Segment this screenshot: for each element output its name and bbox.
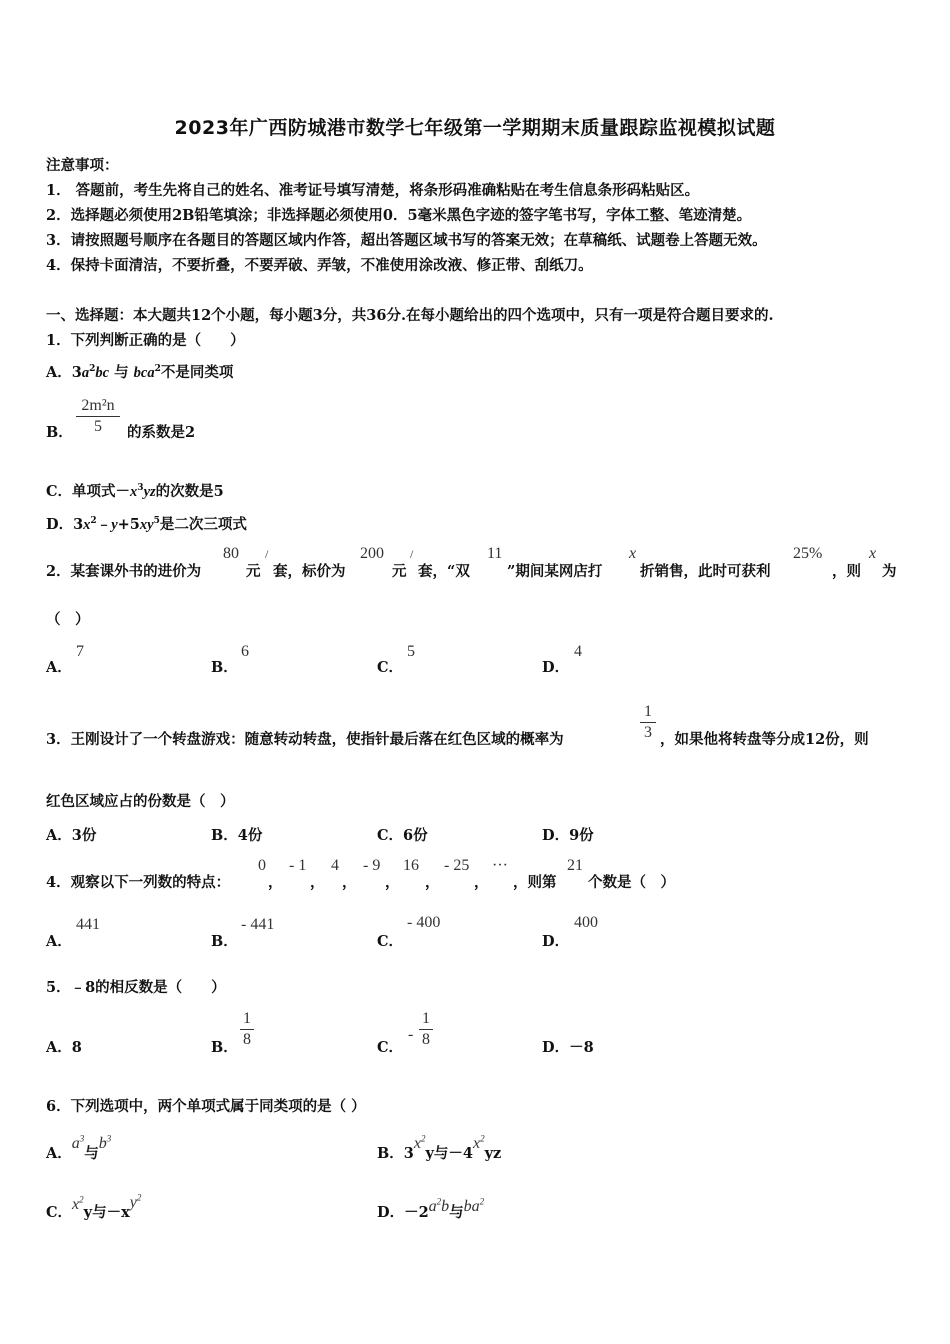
stem-text: 套，标价为 xyxy=(273,563,346,580)
question-5-stem: 5．﹣8的相反数是（ ） xyxy=(46,979,226,996)
option-label: A． xyxy=(46,933,72,950)
fraction-denominator: 5 xyxy=(94,418,102,435)
option-value: - 400 xyxy=(407,914,441,931)
sequence-term: - 1 xyxy=(289,857,307,874)
option-text: y与－4 xyxy=(425,1145,473,1162)
stem-text: ，则第 xyxy=(513,874,557,891)
option-value: 7 xyxy=(76,643,84,660)
stem-text: ”期间某网店打 xyxy=(507,563,603,580)
question-5-option-c[interactable]: C． xyxy=(377,1039,404,1056)
slash-symbol: / xyxy=(410,547,414,561)
price-value: 80 xyxy=(223,545,239,562)
sequence-term: - 25 xyxy=(444,857,470,874)
stem-text: 套，“双 xyxy=(418,563,470,580)
math-expression: $x^2$ xyxy=(72,1194,84,1213)
fraction-numerator: 1 xyxy=(422,1010,430,1027)
option-label: B． xyxy=(211,933,238,950)
sequence-term: - 9 xyxy=(363,857,381,874)
day-value: 11 xyxy=(487,545,503,562)
stem-text: 个数是（ ） xyxy=(588,874,675,891)
question-4-option-a[interactable] xyxy=(46,930,72,951)
question-3-stem-start: 3．王刚设计了一个转盘游戏：随意转动转盘，使指针最后落在红色区域的概率为 xyxy=(46,731,564,748)
fraction-numerator: 1 xyxy=(644,703,652,720)
math-expression: $b^3$ xyxy=(98,1133,112,1152)
option-label: A． xyxy=(46,659,72,676)
option-value: 5 xyxy=(407,643,415,660)
question-4-option-c[interactable] xyxy=(377,930,403,951)
fraction-bar xyxy=(76,416,120,417)
question-4-option-d[interactable] xyxy=(542,930,569,951)
math-expression: $ba^2$ xyxy=(463,1196,485,1215)
notice-heading: 注意事项： xyxy=(46,157,119,174)
option-text: y与－x xyxy=(83,1204,130,1221)
question-6-option-d[interactable] xyxy=(377,1196,485,1222)
question-3-option-b[interactable]: B．4份 xyxy=(211,827,263,844)
question-6-option-b[interactable] xyxy=(377,1133,502,1163)
stem-text: ，则 xyxy=(832,563,861,580)
option-label: A． xyxy=(46,364,72,381)
question-5-fraction-b xyxy=(240,1010,254,1049)
question-5-option-d[interactable]: D．－8 xyxy=(542,1039,594,1056)
option-value: 4 xyxy=(574,643,582,660)
sequence-term: 4 xyxy=(331,857,339,874)
comma: ， xyxy=(385,874,400,891)
option-value: 400 xyxy=(574,914,598,931)
fraction-denominator: 8 xyxy=(422,1031,430,1048)
sequence-term: 16 xyxy=(403,857,419,874)
question-5-fraction-c xyxy=(419,1010,433,1049)
question-4-option-b[interactable] xyxy=(211,930,238,951)
question-1-fraction xyxy=(76,397,120,436)
unit-text: 元 xyxy=(392,563,407,580)
option-text: 的次数是5 xyxy=(155,483,224,500)
comma: ， xyxy=(474,874,489,891)
variable-x: x xyxy=(869,545,877,562)
question-1-option-a[interactable] xyxy=(46,361,233,382)
comma: ， xyxy=(342,874,357,891)
math-expression: $x^2$ xyxy=(413,1133,426,1152)
math-expression: $3a^2bc$ 与 bca$^2$ xyxy=(71,364,161,381)
question-2-stem-start: 2．某套课外书的进价为 xyxy=(46,563,202,580)
question-5-option-a[interactable]: A．8 xyxy=(46,1039,82,1056)
option-value: 441 xyxy=(76,916,100,933)
notice-item: 3．请按照题号顺序在各题目的答题区域内作答，超出答题区域书写的答案无效；在草稿纸、试题卷上答题无效。 xyxy=(46,232,767,249)
question-2-option-b[interactable] xyxy=(211,656,238,677)
option-text: 不是同类项 xyxy=(160,364,234,381)
math-expression: $y^2$ xyxy=(129,1192,142,1211)
option-label: C．单项式－ xyxy=(46,483,131,500)
math-expression: $3x^2﹣y+5xy^5$ xyxy=(73,516,160,533)
option-text: 是二次三项式 xyxy=(159,516,247,533)
answer-paren: （ ） xyxy=(46,611,90,628)
question-1-option-d[interactable] xyxy=(46,513,247,534)
question-3-option-a[interactable]: A．3份 xyxy=(46,827,97,844)
fraction-numerator: 2m²n xyxy=(81,397,115,414)
question-6-option-c[interactable] xyxy=(46,1192,142,1222)
question-3-stem-end: ，如果他将转盘等分成12份，则 xyxy=(660,731,869,748)
math-expression: $a^2b$ xyxy=(428,1196,450,1215)
minus-sign: - xyxy=(408,1026,414,1043)
fraction-bar xyxy=(640,722,656,723)
question-6-stem: 6．下列选项中，两个单项式属于同类项的是（ ） xyxy=(46,1098,366,1115)
option-label: D．－2 xyxy=(377,1204,429,1221)
term-index: 21 xyxy=(567,857,583,874)
question-3-fraction xyxy=(640,703,656,742)
question-3-option-c[interactable]: C．6份 xyxy=(377,827,428,844)
question-4-stem-start: 4．观察以下一列数的特点： xyxy=(46,874,231,891)
option-text: 与 xyxy=(84,1145,99,1162)
variable-x: x xyxy=(629,545,637,562)
ellipsis: ··· xyxy=(492,857,508,874)
question-2-option-d[interactable] xyxy=(542,656,569,677)
math-expression: $x^3yz$ xyxy=(130,483,156,500)
fraction-bar xyxy=(240,1029,254,1030)
section-heading: 一、选择题：本大题共12个小题，每小题3分，共36分.在每小题给出的四个选项中，只有一项是符合题目要求的. xyxy=(46,307,774,324)
option-value: - 441 xyxy=(241,916,275,933)
price-value: 200 xyxy=(360,545,384,562)
question-1-option-c[interactable] xyxy=(46,480,224,501)
option-label: C． xyxy=(377,933,404,950)
question-3-stem-line2: 红色区域应占的份数是（ ） xyxy=(46,793,235,810)
option-label: B． xyxy=(211,659,238,676)
option-label: D． xyxy=(542,933,570,950)
question-1-stem: 1．下列判断正确的是（ ） xyxy=(46,332,245,349)
fraction-bar xyxy=(419,1029,433,1030)
page-title: 2023年广西防城港市数学七年级第一学期期末质量跟踪监视模拟试题 xyxy=(174,117,776,139)
profit-value: 25% xyxy=(793,545,823,562)
stem-text: 折销售，此时可获利 xyxy=(640,563,771,580)
comma: ， xyxy=(425,874,440,891)
math-expression: $a^3$ xyxy=(71,1133,85,1152)
option-text: yz xyxy=(484,1145,502,1162)
question-2-option-a[interactable] xyxy=(46,656,72,677)
comma: ， xyxy=(268,874,283,891)
fraction-numerator: 1 xyxy=(243,1010,251,1027)
notice-item: 4．保持卡面清洁，不要折叠，不要弄破、弄皱，不准使用涂改液、修正带、刮纸刀。 xyxy=(46,257,593,274)
sequence-term: 0 xyxy=(258,857,266,874)
option-label: D． xyxy=(46,516,74,533)
question-2-option-c[interactable] xyxy=(377,656,403,677)
question-6-option-a[interactable] xyxy=(46,1133,112,1163)
comma: ， xyxy=(310,874,325,891)
fraction-denominator: 3 xyxy=(644,724,652,741)
option-label: D． xyxy=(542,659,570,676)
option-label: A． xyxy=(46,1145,72,1162)
notice-item: 2．选择题必须使用2B铅笔填涂；非选择题必须使用0．5毫米黑色字迹的签字笔书写，字体工整、笔迹清楚。 xyxy=(46,207,752,224)
notice-item: 1． 答题前，考生先将自己的姓名、准考证号填写清楚，将条形码准确粘贴在考生信息条形码粘贴区。 xyxy=(46,182,700,199)
unit-text: 元 xyxy=(246,563,261,580)
question-1-option-b-text[interactable]: 的系数是2 xyxy=(127,424,196,441)
option-label: B．3 xyxy=(377,1145,414,1162)
question-5-option-b[interactable]: B． xyxy=(211,1039,238,1056)
option-label: C． xyxy=(377,659,404,676)
option-text: 与 xyxy=(449,1204,464,1221)
option-label: C． xyxy=(46,1204,73,1221)
question-3-option-d[interactable]: D．9份 xyxy=(542,827,594,844)
fraction-denominator: 8 xyxy=(243,1031,251,1048)
math-expression: $x^2$ xyxy=(472,1133,485,1152)
slash-symbol: / xyxy=(265,547,269,561)
stem-text: 为 xyxy=(882,563,897,580)
option-value: 6 xyxy=(241,643,249,660)
question-1-option-b-label: B． xyxy=(46,424,73,441)
